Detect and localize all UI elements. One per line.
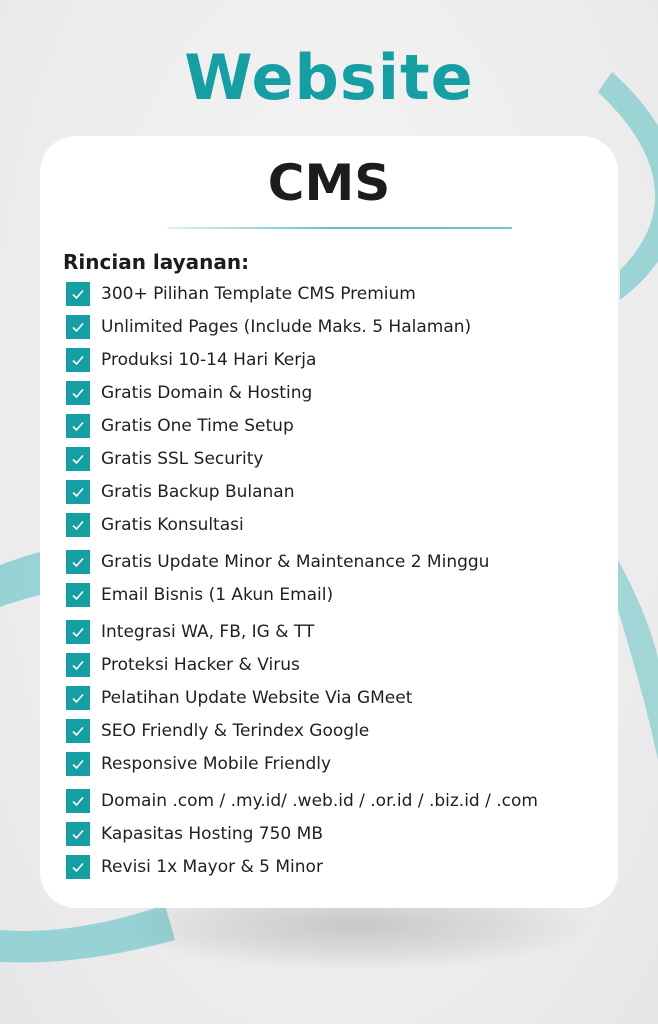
list-item-label: Revisi 1x Mayor & 5 Minor	[101, 857, 323, 877]
check-icon	[66, 348, 90, 372]
list-item-label: Domain .com / .my.id/ .web.id / .or.id / .biz.id / .com	[101, 791, 538, 811]
check-icon	[66, 550, 90, 574]
list-item	[66, 789, 538, 813]
list-item-label: Responsive Mobile Friendly	[101, 754, 332, 774]
check-icon	[66, 282, 90, 306]
list-item-label: Kapasitas Hosting 750 MB	[101, 824, 323, 844]
list-item-label: Integrasi WA, FB, IG & TT	[101, 622, 315, 642]
left-band	[0, 552, 40, 607]
list-item-label: Proteksi Hacker & Virus	[101, 655, 300, 675]
title-divider	[168, 227, 512, 229]
list-item	[66, 550, 489, 574]
list-item-label: Gratis Backup Bulanan	[101, 482, 295, 502]
check-icon	[66, 822, 90, 846]
list-item-label: Unlimited Pages (Include Maks. 5 Halaman)	[101, 317, 472, 337]
check-icon	[66, 480, 90, 504]
check-icon	[66, 620, 90, 644]
page-title: Website	[184, 41, 474, 114]
list-item	[66, 315, 471, 339]
check-icon	[66, 583, 90, 607]
check-icon	[66, 719, 90, 743]
list-item	[66, 822, 323, 846]
list-item	[66, 480, 295, 504]
list-item	[66, 414, 294, 438]
section-title: Rincian layanan:	[63, 250, 250, 274]
check-icon	[66, 752, 90, 776]
check-icon	[66, 381, 90, 405]
list-item	[66, 752, 331, 776]
list-item-label: Gratis Konsultasi	[101, 515, 244, 535]
check-icon	[66, 686, 90, 710]
check-icon	[66, 513, 90, 537]
list-item-label: Email Bisnis (1 Akun Email)	[101, 585, 334, 605]
card-title: CMS	[267, 154, 391, 212]
check-icon	[66, 653, 90, 677]
check-icon	[66, 447, 90, 471]
list-item-label: Produksi 10-14 Hari Kerja	[101, 350, 317, 370]
list-item-label: SEO Friendly & Terindex Google	[101, 721, 370, 741]
list-item	[66, 381, 312, 405]
list-item	[66, 653, 300, 677]
list-item-label: Pelatihan Update Website Via GMeet	[101, 688, 413, 708]
list-item	[66, 447, 264, 471]
right-band	[618, 560, 658, 760]
check-icon	[66, 414, 90, 438]
list-item	[66, 348, 316, 372]
list-item-label: Gratis Domain & Hosting	[101, 383, 313, 403]
list-item	[66, 583, 333, 607]
list-item	[66, 513, 244, 537]
list-item	[66, 620, 314, 644]
list-item	[66, 686, 412, 710]
list-item	[66, 719, 369, 743]
check-icon	[66, 315, 90, 339]
list-item	[66, 855, 323, 879]
list-item-label: Gratis Update Minor & Maintenance 2 Minggu	[101, 552, 490, 572]
list-item	[66, 282, 416, 306]
check-icon	[66, 855, 90, 879]
list-item-label: Gratis SSL Security	[101, 449, 264, 469]
list-item-label: Gratis One Time Setup	[101, 416, 294, 436]
list-item-label: 300+ Pilihan Template CMS Premium	[101, 284, 416, 304]
check-icon	[66, 789, 90, 813]
